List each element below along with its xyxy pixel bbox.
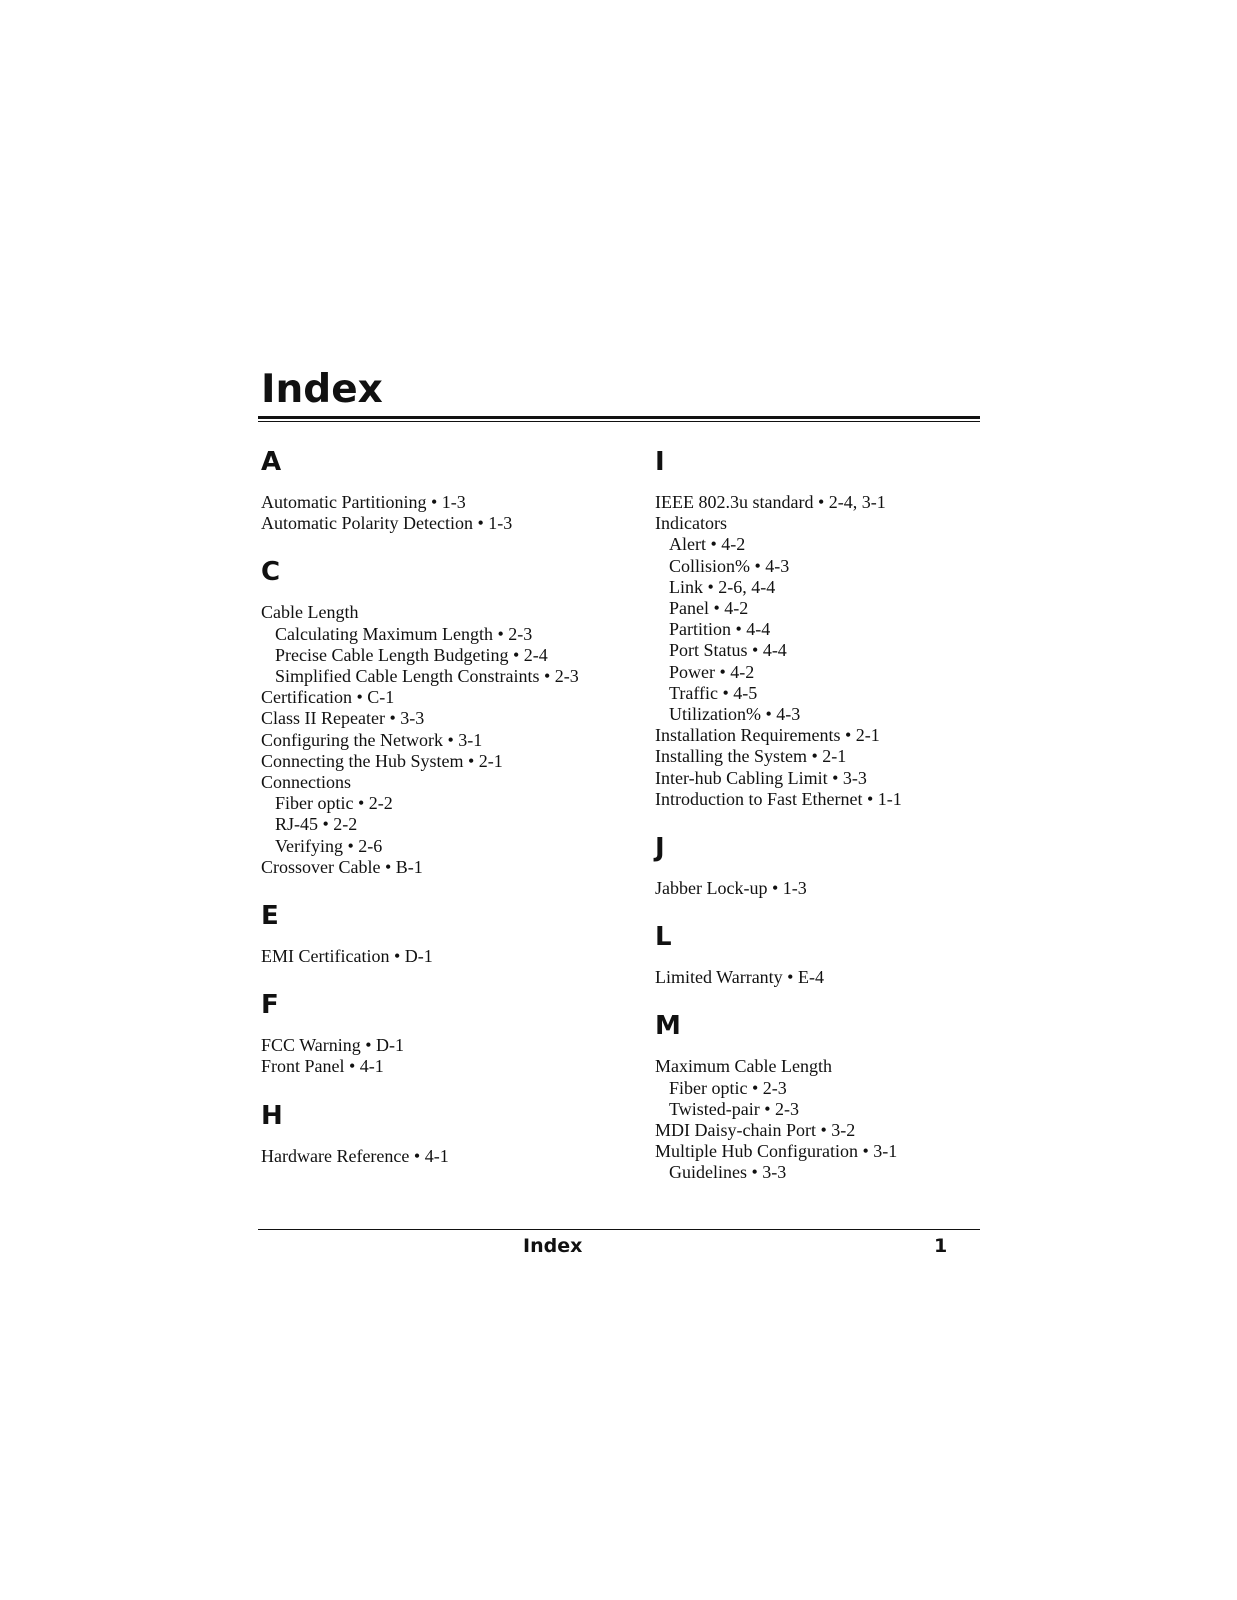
index-subentry: Port Status • 4-4 (669, 640, 787, 661)
index-subentry: Fiber optic • 2-3 (669, 1077, 787, 1098)
index-entry: Hardware Reference • 4-1 (261, 1145, 449, 1166)
index-subentry: Alert • 4-2 (669, 534, 746, 555)
section-letter-heading: F (261, 990, 279, 1021)
page-title: Index (261, 367, 383, 412)
index-column-right (655, 444, 1025, 1204)
footer-page-number: 1 (934, 1235, 948, 1257)
index-entry: Front Panel • 4-1 (261, 1056, 384, 1077)
index-column-left (261, 444, 631, 1187)
index-entry-list (261, 492, 631, 534)
index-entry: Maximum Cable Length (655, 1056, 832, 1077)
index-entry: Installation Requirements • 2-1 (655, 725, 880, 746)
index-entry: IEEE 802.3u standard • 2-4, 3-1 (655, 492, 886, 512)
index-section-h (261, 1098, 631, 1167)
index-entry: Automatic Partitioning • 1-3 (261, 492, 466, 512)
index-entry: Automatic Polarity Detection • 1-3 (261, 513, 513, 534)
index-subentry: Verifying • 2-6 (275, 835, 383, 856)
index-subentry: Twisted-pair • 2-3 (669, 1098, 800, 1119)
footer-rule (258, 1229, 980, 1230)
index-subentry: Traffic • 4-5 (669, 682, 758, 703)
index-entry-list (655, 492, 1025, 810)
index-entry-list (261, 946, 631, 967)
section-letter-heading: I (655, 447, 665, 477)
footer-section-label: Index (523, 1235, 583, 1257)
index-entry: Multiple Hub Configuration • 3-1 (655, 1141, 898, 1162)
index-subentry: Precise Cable Length Budgeting • 2-4 (275, 644, 548, 665)
index-subentry: Fiber optic • 2-2 (275, 793, 393, 814)
index-entry: Introduction to Fast Ethernet • 1-1 (655, 788, 902, 809)
index-entry: Indicators (655, 513, 727, 534)
section-letter-heading: L (655, 922, 672, 953)
index-entry: Jabber Lock-up • 1-3 (655, 878, 807, 899)
index-subentry: RJ-45 • 2-2 (275, 814, 358, 835)
section-letter-heading: C (261, 557, 281, 588)
index-subentry: Simplified Cable Length Constraints • 2-3 (275, 666, 579, 687)
index-subentry: Calculating Maximum Length • 2-3 (275, 623, 533, 644)
index-subentry: Collision% • 4-3 (669, 555, 790, 576)
index-entry: Class II Repeater • 3-3 (261, 708, 425, 729)
index-entry: MDI Daisy-chain Port • 3-2 (655, 1120, 856, 1141)
index-section-i (655, 444, 1025, 810)
index-section-m (655, 1008, 1025, 1183)
section-letter-heading: A (261, 447, 282, 477)
index-entry-list (655, 878, 1025, 899)
index-section-a (261, 444, 631, 534)
index-section-j (655, 830, 1025, 899)
section-letter-heading: M (655, 1011, 681, 1042)
index-entry: FCC Warning • D-1 (261, 1035, 405, 1056)
section-letter-heading: J (655, 833, 665, 864)
title-double-rule (258, 416, 980, 422)
index-entry-list (261, 1146, 631, 1167)
index-section-c (261, 554, 631, 878)
index-entry-list (261, 602, 631, 878)
section-letter-heading: E (261, 901, 279, 932)
index-entry: Configuring the Network • 3-1 (261, 729, 483, 750)
index-subentry: Utilization% • 4-3 (669, 704, 801, 725)
index-entry: Installing the System • 2-1 (655, 746, 847, 767)
index-section-f (261, 987, 631, 1077)
index-entry: Crossover Cable • B-1 (261, 856, 423, 877)
index-entry-list (655, 967, 1025, 988)
index-entry: Connections (261, 772, 351, 793)
section-letter-heading: H (261, 1100, 283, 1131)
index-entry-list (261, 1035, 631, 1077)
index-entry-list (655, 1056, 1025, 1183)
index-subentry: Panel • 4-2 (669, 598, 749, 619)
index-subentry: Power • 4-2 (669, 661, 755, 682)
index-entry: Limited Warranty • E-4 (655, 967, 824, 988)
index-section-e (261, 898, 631, 967)
index-subentry: Guidelines • 3-3 (669, 1162, 787, 1183)
index-section-l (655, 919, 1025, 988)
index-entry: Cable Length (261, 602, 359, 623)
index-entry: Inter-hub Cabling Limit • 3-3 (655, 767, 867, 788)
index-entry: Connecting the Hub System • 2-1 (261, 750, 503, 771)
index-entry: Certification • C-1 (261, 687, 395, 708)
index-entry: EMI Certification • D-1 (261, 946, 433, 967)
index-subentry: Partition • 4-4 (669, 619, 771, 640)
index-subentry: Link • 2-6, 4-4 (669, 576, 776, 597)
